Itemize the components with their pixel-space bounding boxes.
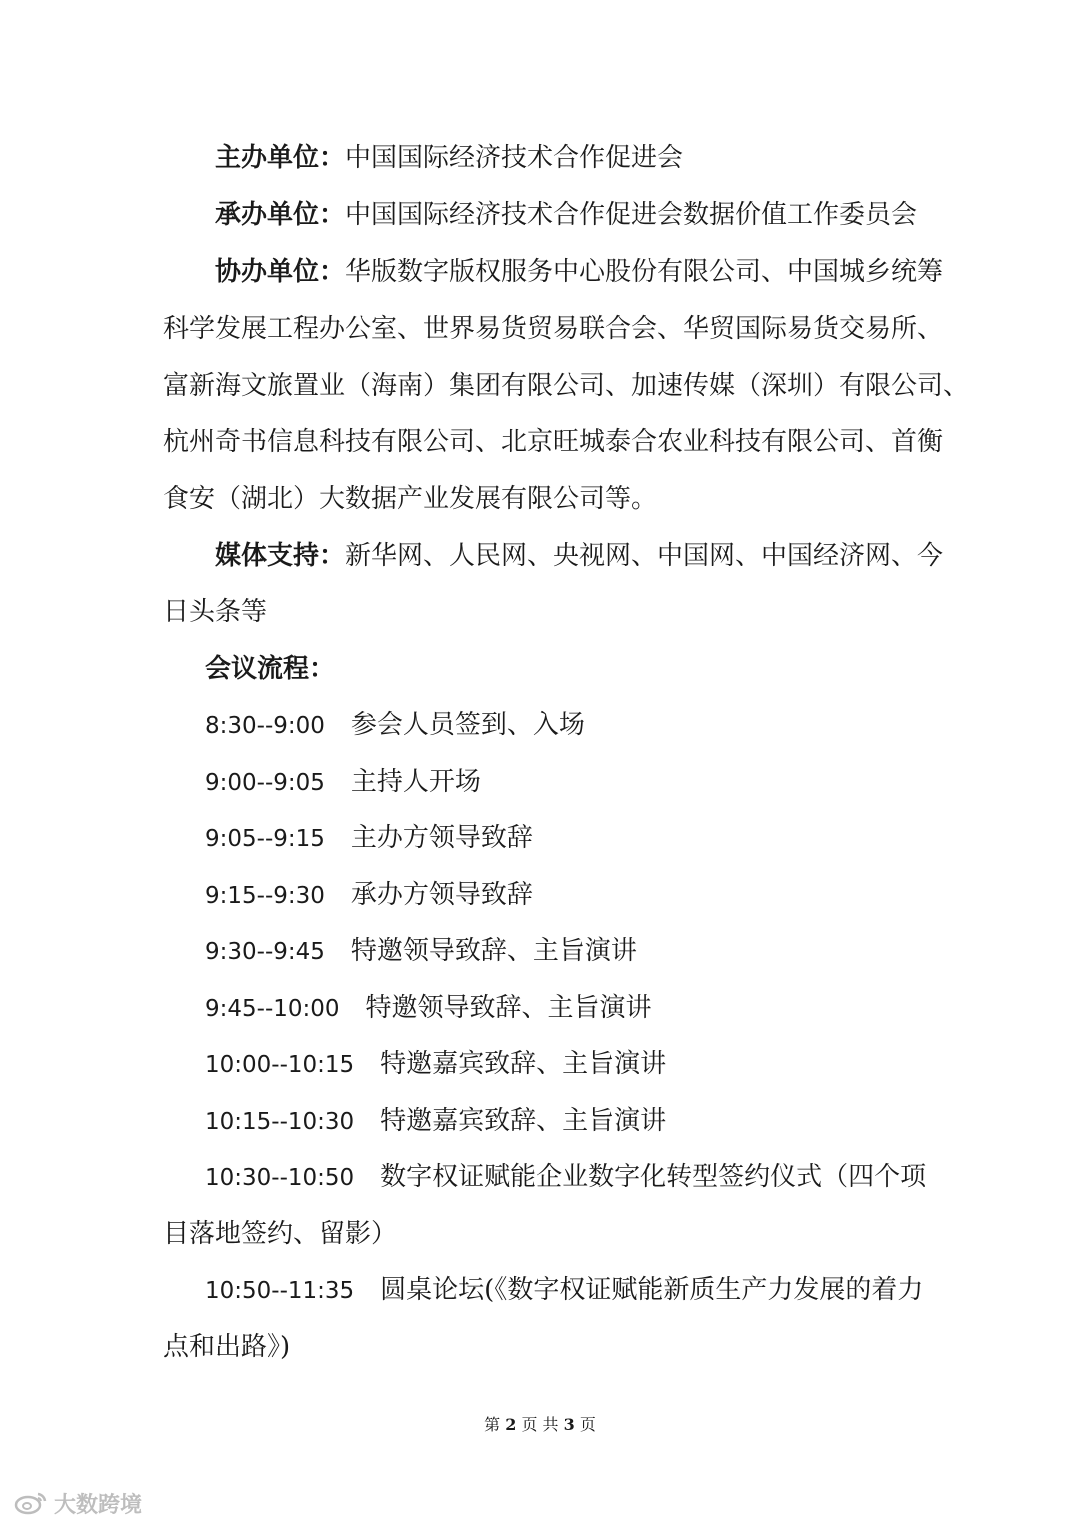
media-text: 新华网、人民网、央视网、中国网、中国经济网、今	[345, 541, 944, 571]
agenda-item-continuation: 点和出路》)	[163, 1332, 291, 1362]
footer-page-number: 2	[505, 1415, 517, 1434]
agenda-desc: 参会人员签到、入场	[350, 710, 585, 740]
agenda-item	[0, 931, 1080, 971]
media-line-1	[0, 536, 1080, 576]
agenda-time: 10:00--10:15	[205, 1052, 355, 1078]
agenda-desc: 特邀领导致辞、主旨演讲	[350, 936, 637, 966]
undertaker-value: 中国国际经济技术合作促进会数据价值工作委员会	[345, 200, 918, 230]
agenda-time: 9:15--9:30	[205, 883, 325, 909]
agenda-desc: 特邀领导致辞、主旨演讲	[365, 993, 652, 1023]
agenda-title: 会议流程：	[205, 654, 336, 684]
media-line-2: 日头条等	[163, 597, 268, 627]
media-label: 媒体支持：	[215, 541, 346, 571]
co-organizer-line-2: 科学发展工程办公室、世界易货贸易联合会、华贸国际易货交易所、	[163, 314, 944, 344]
co-organizer-text: 华版数字版权服务中心股份有限公司、中国城乡统筹	[345, 257, 944, 287]
agenda-item	[0, 762, 1080, 802]
watermark-text: 大数跨境	[54, 1492, 143, 1518]
footer-prefix: 第	[484, 1415, 501, 1434]
agenda-item	[0, 705, 1080, 745]
footer-suffix: 页	[579, 1415, 596, 1434]
co-organizer-line-5: 食安（湖北）大数据产业发展有限公司等。	[163, 484, 658, 514]
host-value: 中国国际经济技术合作促进会	[345, 143, 684, 173]
agenda-time: 10:15--10:30	[205, 1109, 355, 1135]
agenda-desc: 主办方领导致辞	[350, 823, 533, 853]
agenda-time: 9:30--9:45	[205, 939, 325, 965]
agenda-time: 8:30--9:00	[205, 713, 325, 739]
undertaker-line	[0, 195, 1080, 235]
co-organizer-line-1	[0, 252, 1080, 292]
agenda-time: 9:45--10:00	[205, 996, 340, 1022]
host-label: 主办单位：	[215, 143, 346, 173]
co-organizer-label: 协办单位：	[215, 257, 346, 287]
page-footer	[0, 1413, 1080, 1437]
agenda-desc: 特邀嘉宾致辞、主旨演讲	[380, 1049, 667, 1079]
agenda-desc: 数字权证赋能企业数字化转型签约仪式（四个项	[380, 1162, 927, 1192]
footer-middle: 页 共	[521, 1415, 559, 1434]
agenda-time: 10:50--11:35	[205, 1278, 355, 1304]
agenda-title-line	[0, 649, 1080, 689]
agenda-item-continuation: 目落地签约、留影）	[163, 1219, 398, 1249]
agenda-desc: 主持人开场	[350, 767, 481, 797]
agenda-desc: 特邀嘉宾致辞、主旨演讲	[380, 1106, 667, 1136]
co-organizer-line-3: 富新海文旅置业（海南）集团有限公司、加速传媒（深圳）有限公司、	[163, 371, 970, 401]
agenda-item	[0, 1044, 1080, 1084]
agenda-desc: 承办方领导致辞	[350, 880, 533, 910]
agenda-desc: 圆桌论坛(《数字权证赋能新质生产力发展的着力	[380, 1275, 924, 1305]
host-line	[0, 138, 1080, 178]
agenda-item	[0, 1157, 1080, 1197]
agenda-item	[0, 1101, 1080, 1141]
agenda-time: 9:05--9:15	[205, 826, 325, 852]
footer-total-pages: 3	[563, 1415, 575, 1434]
co-organizer-line-4: 杭州奇书信息科技有限公司、北京旺城泰合农业科技有限公司、首衡	[163, 427, 944, 457]
agenda-time: 9:00--9:05	[205, 770, 325, 796]
agenda-time: 10:30--10:50	[205, 1165, 355, 1191]
watermark	[14, 1488, 142, 1518]
agenda-item	[0, 818, 1080, 858]
undertaker-label: 承办单位：	[215, 200, 346, 230]
agenda-item	[0, 875, 1080, 915]
agenda-item	[0, 1270, 1080, 1310]
agenda-item	[0, 988, 1080, 1028]
weibo-logo-icon	[14, 1491, 48, 1515]
